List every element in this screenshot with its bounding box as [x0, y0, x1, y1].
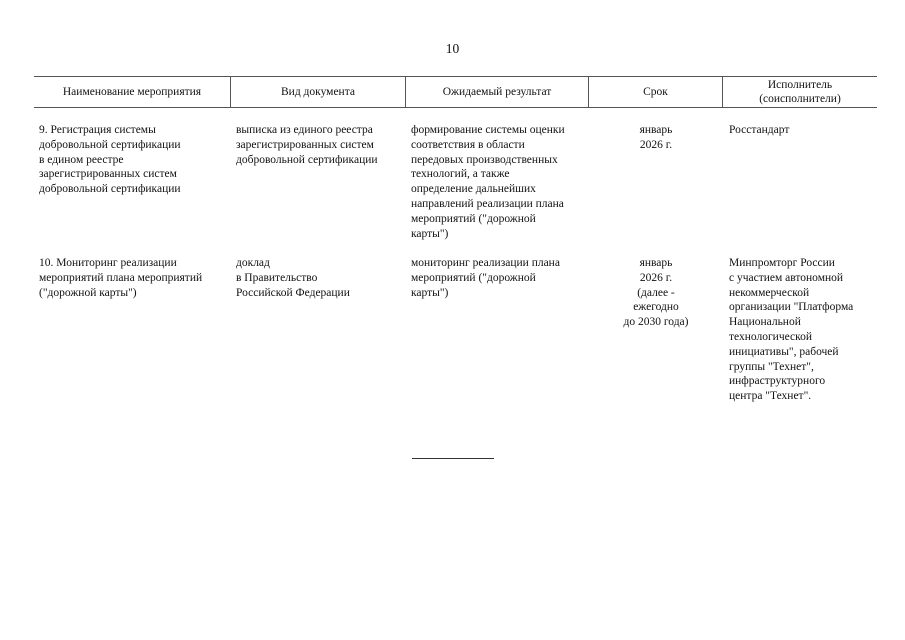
table-header — [34, 76, 877, 108]
row-expected-result: мониторинг реализации плана мероприятий ("дорожной карты") — [411, 257, 560, 299]
row-document-type: выписка из единого реестра зарегистрированных систем добровольной сертификации — [236, 124, 378, 166]
header-expected-result: Ожидаемый результат — [406, 77, 589, 107]
row-event-name: 10. Мониторинг реализации мероприятий плана мероприятий ("дорожной карты") — [39, 257, 203, 299]
footnote-divider — [412, 458, 494, 459]
row-deadline: январь 2026 г. (далее - ежегодно до 2030 года) — [623, 257, 689, 329]
header-executor: Исполнитель (соисполнители) — [759, 79, 841, 105]
row-executor: Минпромторг России с участием автономной некоммерческой организации "Платформа Национальной технологической инициативы", рабочей группы "Технет", инфраструктурного центра "Технет". — [729, 257, 854, 403]
row-executor: Росстандарт — [729, 124, 790, 136]
header-document-type: Вид документа — [231, 77, 406, 107]
row-document-type: доклад в Правительство Российской Федерации — [236, 257, 350, 299]
header-event-name: Наименование мероприятия — [34, 77, 231, 107]
row-deadline: январь 2026 г. — [639, 124, 673, 151]
events-table — [34, 76, 877, 403]
row-event-name: 9. Регистрация системы добровольной сертификации в едином реестре зарегистрированных систем добровольной сертификации — [39, 124, 181, 196]
page-number: 10 — [445, 41, 460, 56]
row-expected-result: формирование системы оценки соответствия в области передовых производственных технологий, а также определение дальнейших направлений реализации плана мероприятий ("дорожной карты") — [411, 124, 565, 240]
header-deadline: Срок — [589, 77, 723, 107]
